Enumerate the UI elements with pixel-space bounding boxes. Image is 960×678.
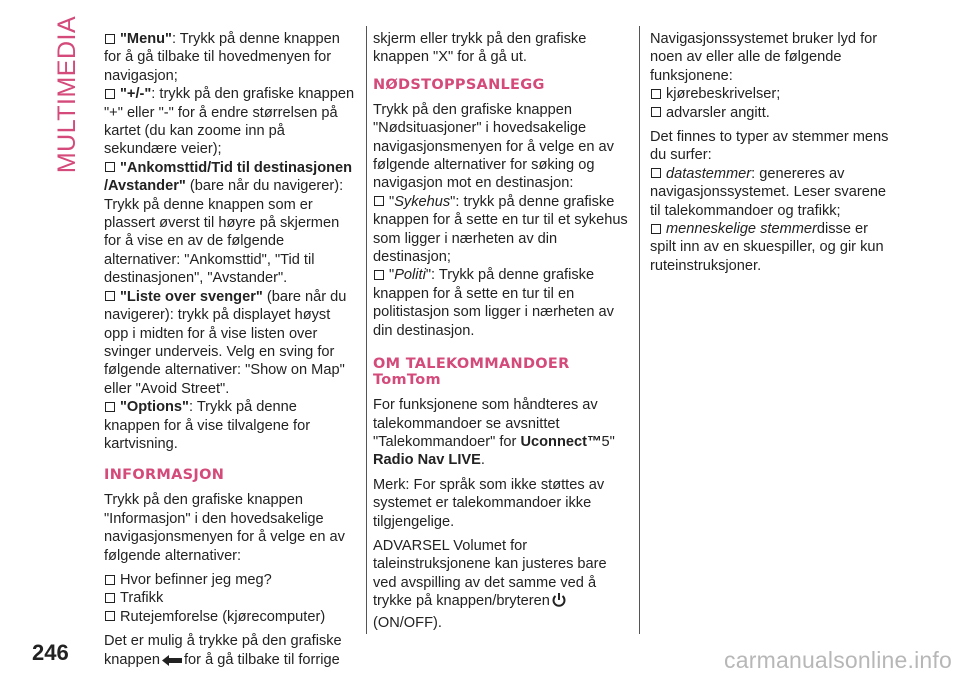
list-item-police: "Politi": Trykk på denne grafiske knappen for å sette en tur til en politistasjon som ligger i nærheten av din destinasjon. xyxy=(373,267,614,339)
section-label: MULTIMEDIA xyxy=(53,15,82,173)
list-item-hospital: "Sykehus": trykk på denne grafiske knappen for å sette en tur til et sykehus som ligger i nærheten av din destinasjon; xyxy=(373,193,628,266)
warning-paragraph: ADVARSEL Volumet for taleinstruksjonene kan justeres bare ved avspilling av det samme ved å trykke på knappen/bryteren(ON/OFF). xyxy=(373,537,607,631)
list-item-arrival: "Ankomsttid/Tid til destinasjonen /Avstander" (bare når du navigerer): Trykk på denne knappen som er plassert øverst til høyre på skjermen for å vise en av de følgende alternativer: "Ankomsttid", "Tid til destinasjonen", "Avstander". xyxy=(104,159,353,287)
list-item-menu: "Menu": Trykk på denne knappen for å gå tilbake til hovedmenyen for navigasjon; xyxy=(104,31,340,84)
list-item-human-voices: menneskelige stemmerdisse er spilt inn av en skuespiller, og gir kun ruteinstruksjoner. xyxy=(650,221,884,274)
checkbox-bullet-icon xyxy=(651,168,661,178)
checkbox-bullet-icon xyxy=(105,89,115,99)
voice-paragraph: For funksjonene som håndteres av talekommandoer se avsnittet "Talekommandoer" for Uconnect™5" Radio Nav LIVE. xyxy=(373,397,615,469)
heading-nodstoppsanlegg: NØDSTOPPSANLEGG xyxy=(373,76,545,93)
checkbox-bullet-icon xyxy=(105,291,115,301)
heading-talekommandoer: OM TALEKOMMANDOER TomTom xyxy=(373,356,570,389)
checkbox-bullet-icon xyxy=(105,575,115,585)
back-paragraph: Det er mulig å trykke på den grafiske knappen for å gå tilbake til forrige xyxy=(104,632,356,672)
list-item: kjørebeskrivelser; xyxy=(650,85,890,103)
voices-paragraph: Det finnes to typer av stemmer mens du surfer: xyxy=(650,129,889,164)
list-item-zoom: "+/-": trykk på den grafiske knappen "+" eller "-" for å endre størrelsen på kartet (du kan zoome inn på sekundære veier); xyxy=(104,86,355,158)
column-2 xyxy=(373,30,631,638)
sound-paragraph: Navigasjonssystemet bruker lyd for noen av eller alle de følgende funksjonene: xyxy=(650,31,878,84)
checkbox-bullet-icon xyxy=(651,89,661,99)
checkbox-bullet-icon xyxy=(651,224,661,234)
checkbox-bullet-icon xyxy=(374,196,384,206)
heading-informasjon: INFORMASJON xyxy=(104,467,225,484)
power-icon xyxy=(551,592,567,613)
list-item-options: "Options": Trykk på denne knappen for å vise tilvalgene for kartvisning. xyxy=(104,399,311,452)
note-paragraph: Merk: For språk som ikke støttes av systemet er talekommandoer ikke tilgjengelige. xyxy=(373,476,605,530)
list-item: Trafikk xyxy=(104,589,356,607)
column-divider xyxy=(639,26,640,634)
back-continued: skjerm eller trykk på den grafiske knappen "X" for å gå ut. xyxy=(373,31,587,66)
list-item: Hvor befinner jeg meg? xyxy=(104,571,356,589)
watermark: carmanualsonline.info xyxy=(724,647,952,673)
list-item-data-voices: datastemmer: genereres av navigasjonssystemet. Leser svarene til talekommandoer og trafikk; xyxy=(650,165,887,219)
column-1 xyxy=(104,30,356,672)
checkbox-bullet-icon xyxy=(105,162,115,172)
checkbox-bullet-icon xyxy=(105,611,115,621)
back-arrow-icon xyxy=(161,654,183,672)
checkbox-bullet-icon xyxy=(105,402,115,412)
info-list xyxy=(104,571,356,626)
info-paragraph: Trykk på den grafiske knappen "Informasjon" i den hovedsakelige navigasjonsmenyen for å velge en av følgende alternativer: xyxy=(104,492,345,564)
checkbox-bullet-icon xyxy=(374,270,384,280)
checkbox-bullet-icon xyxy=(105,593,115,603)
list-item: advarsler angitt. xyxy=(650,104,890,122)
checkbox-bullet-icon xyxy=(105,34,115,44)
page-number: 246 xyxy=(32,640,69,665)
column-3 xyxy=(650,30,890,275)
list-item: Rutejemforelse (kjørecomputer) xyxy=(104,608,356,626)
list-item-turns: "Liste over svenger" (bare når du navigerer): trykk på displayet høyst opp i midten for å vise listen over svinger underveis. Velg en sving for følgende alternativer: "Show on Map" eller "Avoid Street". xyxy=(104,288,347,397)
emergency-paragraph: Trykk på den grafiske knappen "Nødsituasjoner" i hovedsakelige navigasjonsmenyen for å velge en av følgende alternativer for søking og navigasjon mot en destinasjon: xyxy=(373,101,614,192)
checkbox-bullet-icon xyxy=(651,107,661,117)
column-divider xyxy=(366,26,367,634)
